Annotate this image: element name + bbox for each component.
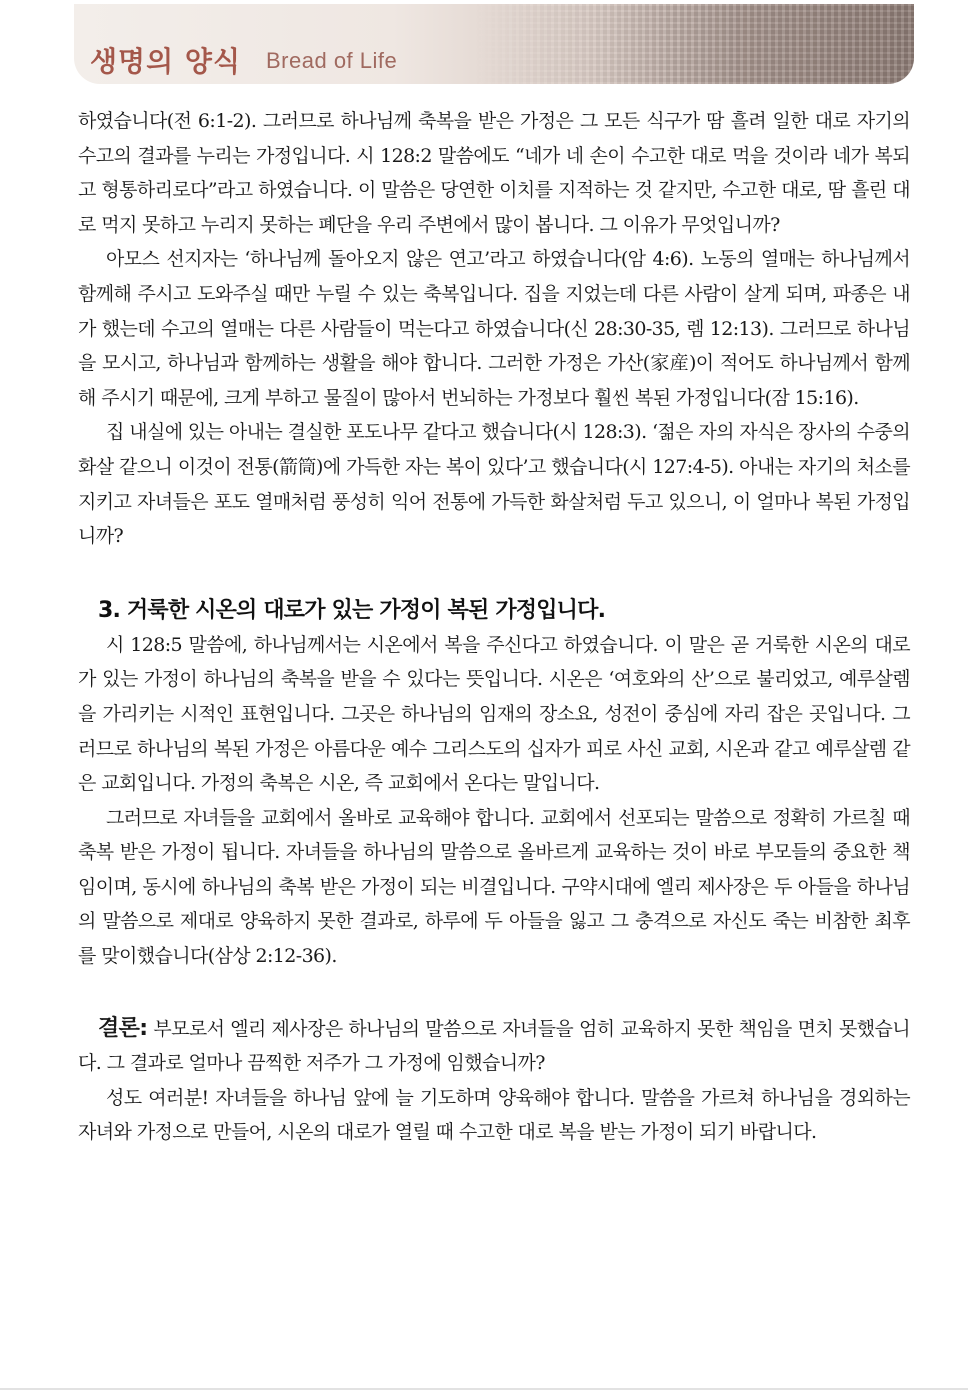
paragraph-2: 아모스 선지자는 ‘하나님께 돌아오지 않은 연고’라고 하였습니다(암 4:6). 노동의 열매는 하나님께서 함께해 주시고 도와주실 때만 누릴 수 있는 축복입니다. 집을 지었는데 다른 사람이 살게 되며, 파종은 내가 했는데 수고의 열매는 다른 사람들이 먹는다고 하였습니다(신 28:30-35, 렘 12:13). 그러므로 하나님을 모시고, 하나님과 함께하는 생활을 해야 합니다. 그러한 가정은 가산(家産)이 적어도 하나님께서 함께해 주시기 때문에, 크게 부하고 물질이 많아서 번뇌하는 가정보다 훨씬 복된 가정입니다(잠 15:16). xyxy=(78,248,910,409)
paragraph-3: 집 내실에 있는 아내는 결실한 포도나무 같다고 했습니다(시 128:3). ‘젊은 자의 자식은 장사의 수중의 화살 같으니 이것이 전통(箭筒)에 가득한 자는 복이 있다’고 했습니다(시 127:4-5). 아내는 자기의 처소를 지키고 자녀들은 포도 열매처럼 풍성히 익어 전통에 가득한 화살처럼 두고 있으니, 이 얼마나 복된 가정입니까? xyxy=(78,421,910,548)
banner-photo xyxy=(474,4,914,84)
conclusion-label: 결론: xyxy=(98,1015,148,1041)
header-banner xyxy=(74,4,914,84)
paragraph-1: 하였습니다(전 6:1-2). 그러므로 하나님께 축복을 받은 가정은 그 모든 식구가 땀 흘려 일한 대로 자기의 수고의 결과를 누리는 가정입니다. 시 128:2 말씀에도 “네가 네 손이 수고한 대로 먹을 것이라 네가 복되고 형통하리로다”라고 하였습니다. 이 말씀은 당연한 이치를 지적하는 것 같지만, 수고한 대로, 땀 흘린 대로 먹지 못하고 누리지 못하는 폐단을 우리 주변에서 많이 봅니다. 그 이유가 무엇입니까? xyxy=(78,110,910,236)
section-title: 생명의 양식 xyxy=(90,45,241,78)
section-3-paragraph-2: 그러므로 자녀들을 교회에서 올바로 교육해야 합니다. 교회에서 선포되는 말씀으로 정확히 가르칠 때 축복 받은 가정이 됩니다. 자녀들을 하나님의 말씀으로 올바르게 교육하는 것이 바로 부모들의 중요한 책임이며, 동시에 하나님의 축복 받은 가정이 되는 비결입니다. 구약시대에 엘리 제사장은 두 아들을 하나님의 말씀으로 제대로 양육하지 못한 결과로, 하루에 두 아들을 잃고 그 충격으로 자신도 죽는 비참한 최후를 맞이했습니다(삼상 2:12-36). xyxy=(78,806,910,968)
bottom-divider xyxy=(0,1388,968,1390)
article-body xyxy=(78,104,910,1150)
section-3-paragraph-1: 시 128:5 말씀에, 하나님께서는 시온에서 복을 주신다고 하였습니다. 이 말은 곧 거룩한 시온의 대로가 있는 가정이 하나님의 축복을 받을 수 있다는 뜻입니다. 시온은 ‘여호와의 산’으로 불리었고, 예루살렘을 가리키는 시적인 표현입니다. 그곳은 하나님의 임재의 장소요, 성전이 중심에 자리 잡은 곳입니다. 그러므로 하나님의 복된 가정은 아름다운 예수 그리스도의 십자가 피로 사신 교회, 시온과 같고 예루살렘 같은 교회입니다. 가정의 축복은 시온, 즉 교회에서 온다는 말입니다. xyxy=(78,633,910,795)
conclusion-text: 부모로서 엘리 제사장은 하나님의 말씀으로 자녀들을 엄히 교육하지 못한 책임을 면치 못했습니다. 그 결과로 얼마나 끔찍한 저주가 그 가정에 임했습니까? xyxy=(78,1017,910,1075)
closing-paragraph: 성도 여러분! 자녀들을 하나님 앞에 늘 기도하며 양육해야 합니다. 말씀을 가르쳐 하나님을 경외하는 자녀와 가정으로 만들어, 시온의 대로가 열릴 때 수고한 대로 복을 받는 가정이 되기 바랍니다. xyxy=(78,1086,910,1144)
section-subtitle: Bread of Life xyxy=(266,48,398,73)
section-3-heading: 3. 거룩한 시온의 대로가 있는 가정이 복된 가정입니다. xyxy=(98,597,606,623)
conclusion-paragraph xyxy=(78,1012,910,1081)
